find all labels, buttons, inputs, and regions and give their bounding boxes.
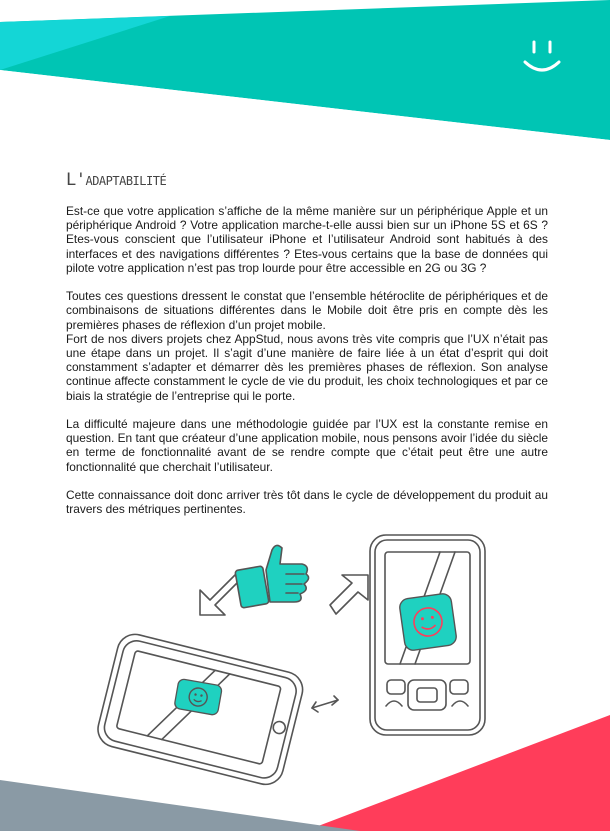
section-title: L'adaptabilité xyxy=(66,170,167,190)
thumbs-up-icon xyxy=(235,545,309,608)
arrow-icon xyxy=(200,575,240,615)
paragraph-1: Est-ce que votre application s’affiche de la même manière sur un périphérique Apple et un périphérique Android ? Votre application marche-t-elle aussi bien sur un iPhone 5S et 6S ? Etes-vous conscient que l’utilisateur iPhone et l’utilisateur Android sont habitués à des interfaces et des navigations différentes ? Etes-vous certains que la base de données qui pilote votre application n’est pas trop lourde pour être accessible en 2G ou 3G ? xyxy=(66,204,548,275)
device-adaptability-illustration xyxy=(90,530,490,800)
arrow-icon-right xyxy=(330,575,368,614)
double-arrow-icon xyxy=(312,696,338,712)
paragraph-4: La difficulté majeure dans une méthodologie guidée par l’UX est la constante remise en question. En tant que créateur d’une application mobile, nous pensons avoir l’idée du siècle en terme de fonctionnalité avant de se rendre compte que c’était peut être une autre fonctionnalité que cherchait l’utilisateur. xyxy=(66,417,548,474)
body-text xyxy=(66,204,548,516)
app-icon xyxy=(399,593,458,652)
smiley-icon xyxy=(520,38,564,78)
paragraph-3: Fort de nos divers projets chez AppStud, nous avons très vite compris que l’UX n’était pas une étape dans un projet. Il s’agit d’une manière de faire liée à un état d’esprit qui doit constamment s’adapter et démarrer dès les premières phases de réflexion. Son analyse continue affecte constamment le cycle de vie du produit, les choix technologiques et par ce biais la stratégie de l’entreprise qui le porte. xyxy=(66,331,548,403)
paragraph-5: Cette connaissance doit donc arriver très tôt dans le cycle de développement du produit au travers des métriques pertinentes. xyxy=(66,488,548,517)
paragraph-2: Toutes ces questions dressent le constat que l’ensemble hétéroclite de périphériques et de combinaisons de situations différentes dans le Mobile doit être pris en compte dès les premières phases de réflexion d’un projet mobile. xyxy=(66,289,548,332)
